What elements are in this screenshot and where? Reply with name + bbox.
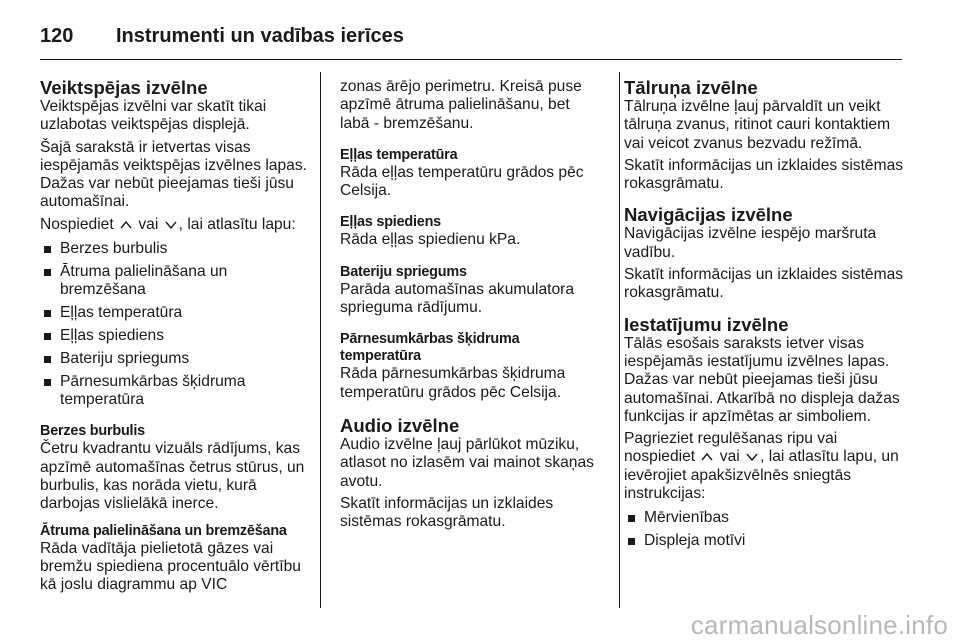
paragraph: Šajā sarakstā ir ietvertas visas iespējamās veiktspējas izvēlnes lapas. Dažas var nebūt pieejamas tieši jūsu automašīnai.: [40, 138, 307, 211]
paragraph: Skatīt informācijas un izklaides sistēmas rokasgrāmatu.: [624, 266, 904, 302]
phone-menu-heading: Tālruņa izvēlne: [624, 77, 758, 98]
chevron-down-icon: [165, 220, 177, 230]
paragraph: zonas ārējo perimetru. Kreisā puse apzīmē ātruma palielināšanu, bet labā - bremzēšanu.: [340, 78, 582, 132]
navigation-menu-heading: Navigācijas izvēlne: [624, 204, 793, 226]
paragraph: Rāda eļļas spiedienu kPa.: [340, 231, 521, 249]
paragraph: Nospiediet vai , lai atlasītu lapu:: [40, 215, 296, 233]
column-divider: [320, 72, 321, 608]
navigation-section: [624, 205, 906, 302]
column-divider: [619, 72, 620, 608]
paragraph: Skatīt informācijas un izklaides sistēmas rokasgrāmatu.: [624, 156, 904, 193]
list-item: Bateriju spriegums: [40, 350, 308, 368]
paragraph: Parāda automašīnas akumulatora sprieguma rādījumu.: [340, 280, 575, 317]
paragraph: Pagrieziet regulēšanas ripu vai nospiediet vai , lai atlasītu lapu, un ievērojiet apakšizvēlnēs sniegtās instrukcijas:: [624, 430, 899, 503]
paragraph: Skatīt informācijas un izklaides sistēmas rokasgrāmatu.: [340, 494, 554, 531]
chevron-down-icon: [746, 452, 758, 462]
paragraph: Tālruņa izvēlne ļauj pārvaldīt un veikt tālruņa zvanus, ritinot cauri kontaktiem vai veicot zvanus bezvadu režīmā.: [624, 98, 891, 152]
battery-voltage-heading: Bateriju spriegums: [340, 263, 467, 280]
chevron-up-icon: [701, 452, 713, 462]
list-item: Displeja motīvi: [624, 532, 906, 550]
paragraph: Audio izvēlne ļauj pārlūkot mūziku, atlasot no izlasēm vai mainot skaņas avotu.: [340, 435, 594, 490]
column-1: [40, 78, 308, 595]
trans-fluid-heading: Pārnesumkārbas šķidruma temperatūra: [340, 331, 520, 365]
friction-bubble-heading: Berzes burbulis: [40, 423, 145, 440]
oil-temp-heading: Eļļas temperatūra: [340, 146, 458, 163]
audio-menu-heading: Audio izvēlne: [340, 414, 460, 436]
paragraph: Tālās esošais saraksts ietver visas iespējamās iestatījumu izvēlnes lapas. Dažas var nebūt pieejamas tieši jūsu automašīnai. Atkarībā no displeja dažas funkcijas ir apzīmētas ar simboliem.: [624, 334, 900, 425]
paragraph: Rāda eļļas temperatūru grādos pēc Celsija.: [340, 163, 584, 200]
accel-braking-heading: Ātruma palielināšana un bremzēšana: [40, 522, 287, 539]
chevron-up-icon: [120, 220, 132, 230]
performance-menu-heading: Veiktspējas izvēlne: [40, 77, 208, 98]
settings-section: [624, 315, 906, 551]
list-item: Pārnesumkārbas šķidruma temperatūra: [40, 373, 308, 410]
paragraph: Navigācijas izvēlne iespējo maršruta vadību.: [624, 225, 877, 261]
list-item: Eļļas spiediens: [40, 327, 308, 345]
paragraph: Četru kvadrantu vizuāls rādījums, kas apzīmē automašīnas četrus stūrus, un burbulis, kas norāda vietu, kurā darbojas vislielākā inerce.: [40, 440, 305, 513]
paragraph: Veiktspējas izvēlni var skatīt tikai uzlabotas veiktspējas displejā.: [40, 98, 267, 134]
page-header: [40, 18, 902, 54]
list-item: Mērvienības: [624, 509, 906, 527]
oil-pressure-heading: Eļļas spiediens: [340, 214, 441, 231]
list-item: Eļļas temperatūra: [40, 304, 308, 322]
column-3: [624, 78, 906, 551]
column-2: [340, 78, 602, 531]
page-title: Instrumenti un vadības ierīces: [116, 24, 404, 47]
list-item: Berzes burbulis: [40, 240, 308, 258]
header-rule: [40, 59, 902, 60]
paragraph: Rāda pārnesumkārbas šķidruma temperatūru grādos pēc Celsija.: [340, 365, 566, 401]
watermark: carmanualsonline.info: [690, 610, 948, 640]
paragraph: Rāda vadītāja pielietotā gāzes vai bremžu spiediena procentuālo vērtību kā joslu diagrammu ap VIC: [40, 539, 301, 594]
list-item: Ātruma palielināšana un bremzēšana: [40, 263, 308, 300]
audio-section: [340, 416, 602, 531]
settings-page-list: [624, 509, 906, 550]
page-number: 120: [40, 24, 74, 47]
performance-page-list: [40, 240, 308, 409]
settings-menu-heading: Iestatījumu izvēlne: [624, 313, 789, 335]
